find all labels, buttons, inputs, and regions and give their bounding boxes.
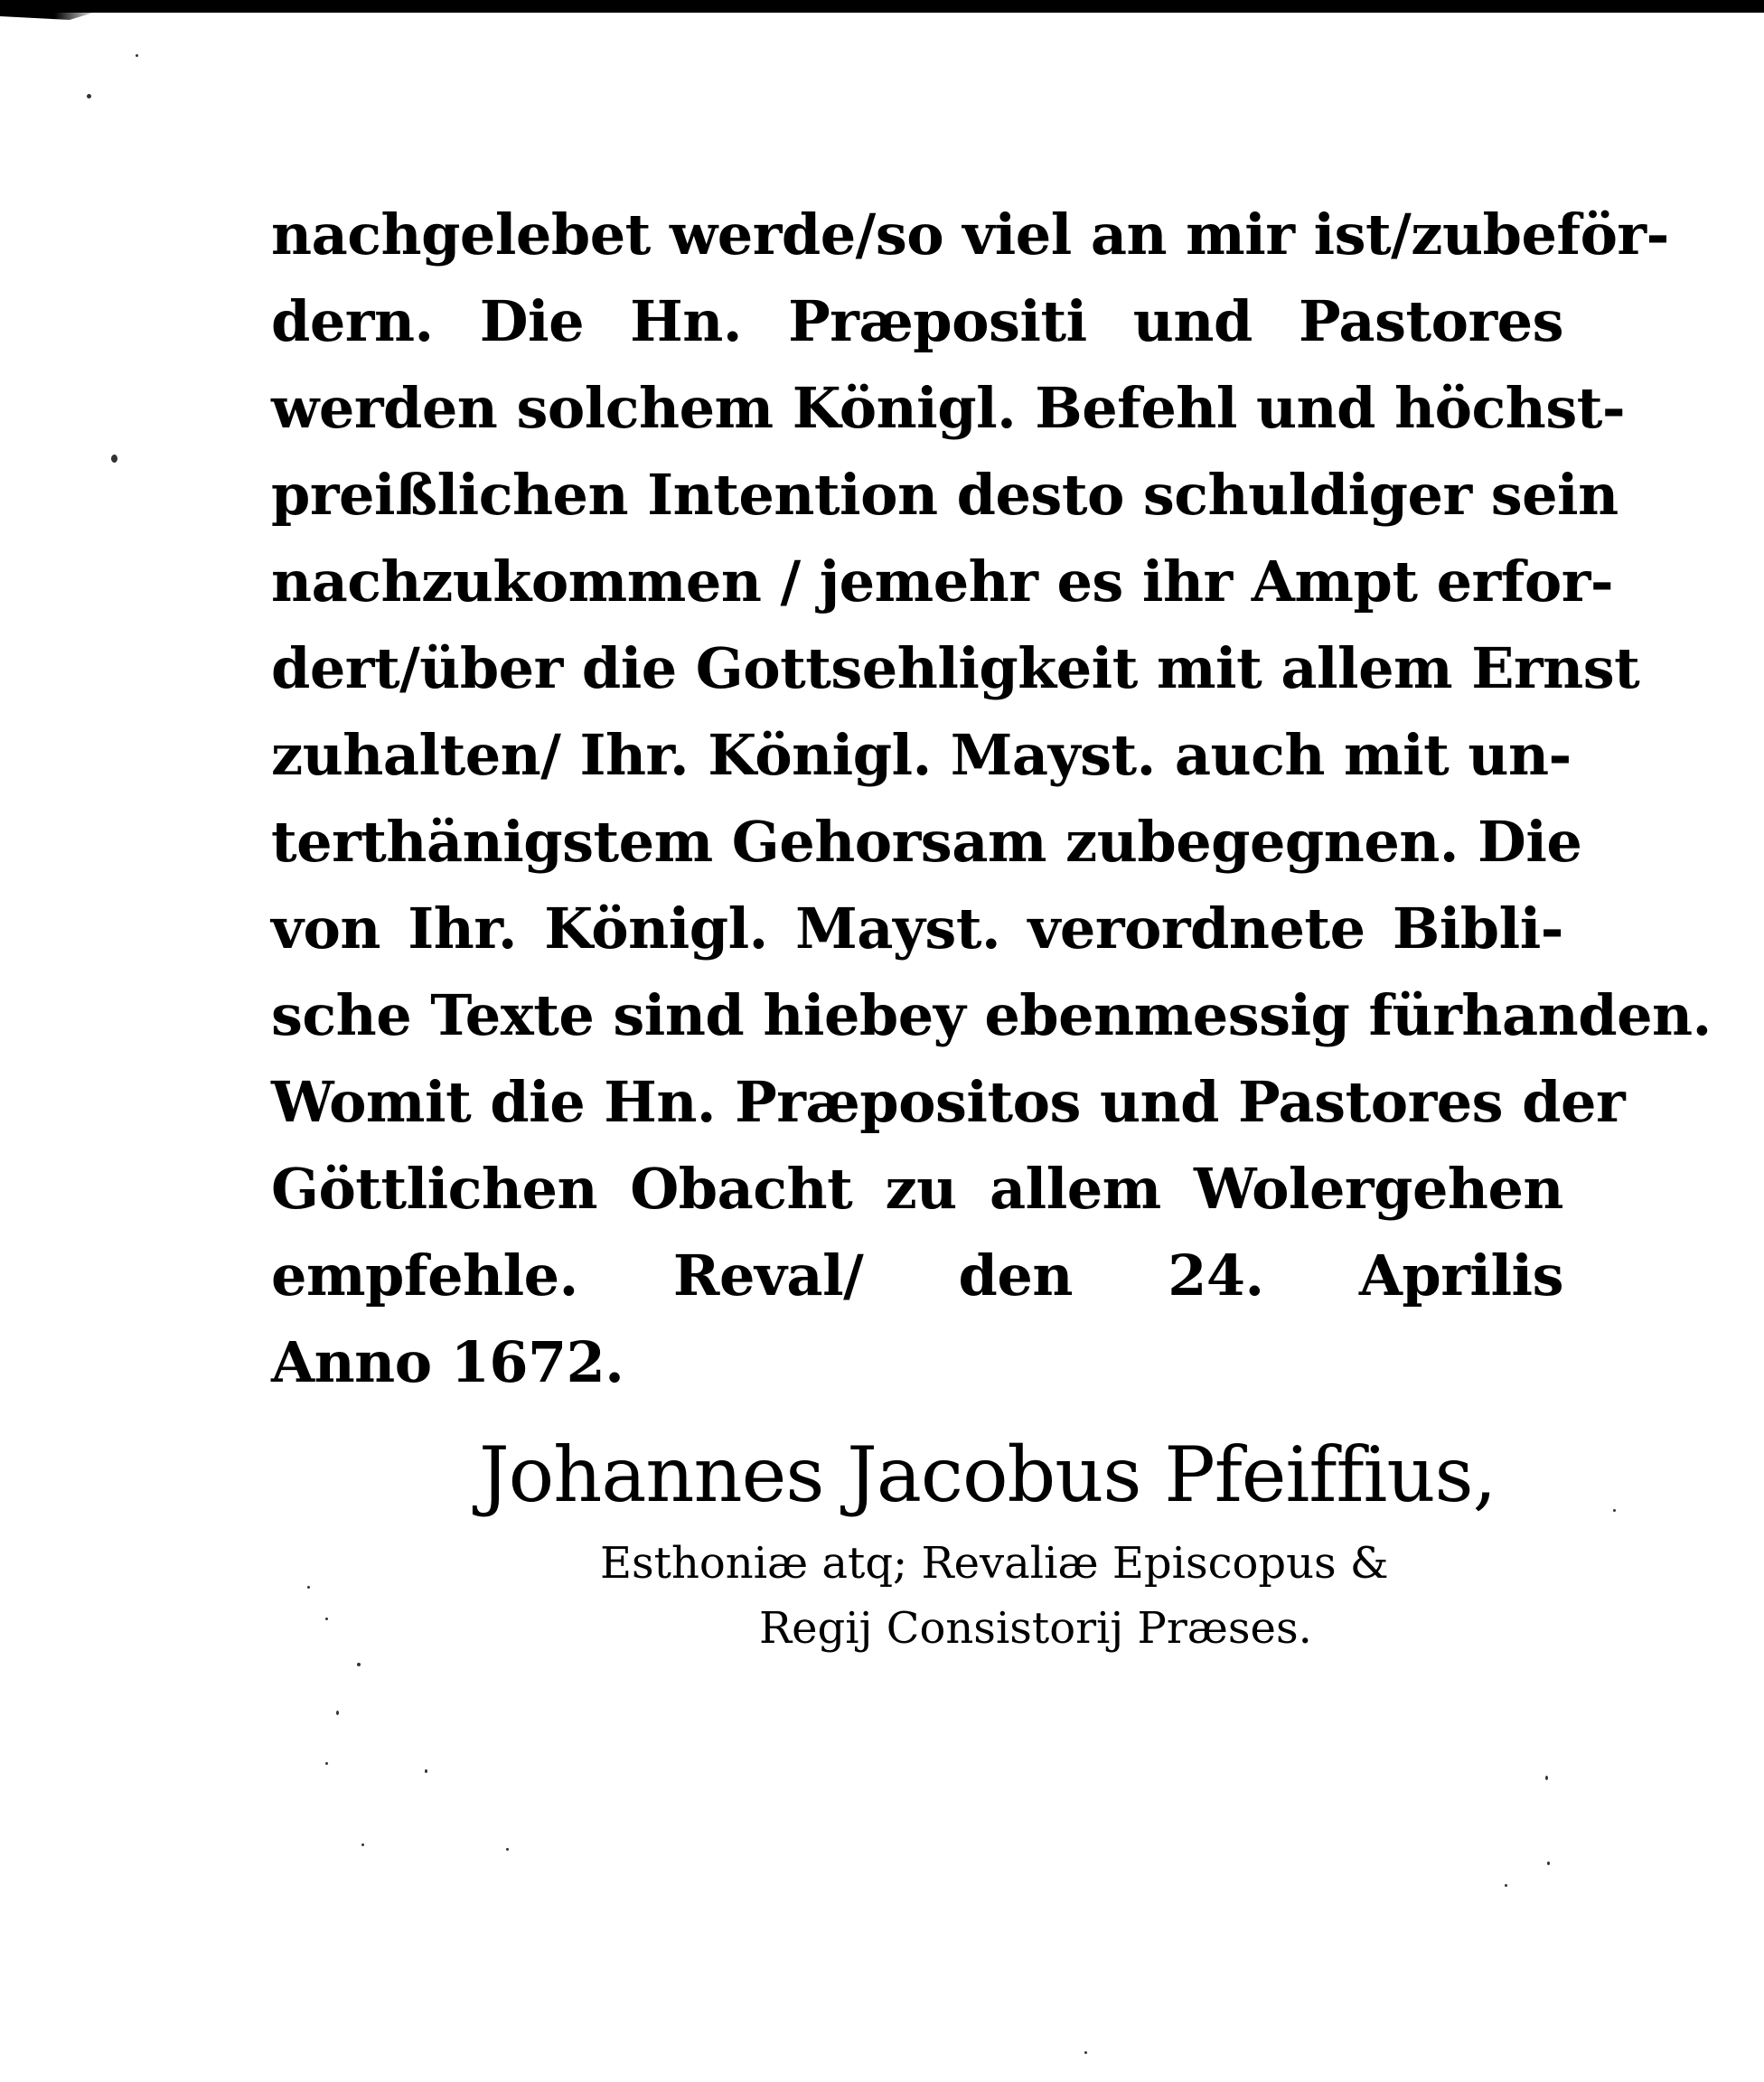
body-line-14: Anno 1672. xyxy=(271,1329,624,1395)
body-line-4: preißlichen Intention desto schuldiger sein xyxy=(271,462,1619,528)
top-border-rule xyxy=(0,0,1764,13)
letter-body xyxy=(271,192,1712,1406)
body-line-13: empfehle. Reval/ den 24. Aprilis xyxy=(271,1243,1563,1308)
signature-title-line-1: Esthoniæ atq; Revaliæ Episcopus & xyxy=(600,1538,1389,1589)
body-line-6: dert/über die Gottsehligkeit mit allem Ernst xyxy=(271,635,1640,701)
body-line-10: sche Texte sind hiebey ebenmessig fürhanden. xyxy=(271,982,1712,1048)
body-line-9: von Ihr. Königl. Mayst. verordnete Bibli- xyxy=(271,896,1563,961)
body-line-5: nachzukommen / jemehr es ihr Ampt erfor- xyxy=(271,549,1614,614)
body-line-12: Göttlichen Obacht zu allem Wolergehen xyxy=(271,1156,1563,1222)
body-line-8: terthänigstem Gehorsam zubegegnen. Die xyxy=(271,809,1582,875)
body-line-3: werden solchem Königl. Befehl und höchst- xyxy=(271,375,1626,441)
body-line-2: dern. Die Hn. Præpositi und Pastores xyxy=(271,288,1563,354)
body-line-7: zuhalten/ Ihr. Königl. Mayst. auch mit un- xyxy=(271,722,1572,788)
body-line-1: nachgelebet werde/so viel an mir ist/zubeför- xyxy=(271,202,1669,267)
signature-name: Johannes Jacobus Pfeiffius, xyxy=(479,1430,1497,1519)
signature-title-line-2: Regij Consistorij Præses. xyxy=(759,1603,1312,1654)
body-line-11: Womit die Hn. Præpositos und Pastores der xyxy=(271,1069,1626,1135)
top-border-edge xyxy=(0,11,99,20)
